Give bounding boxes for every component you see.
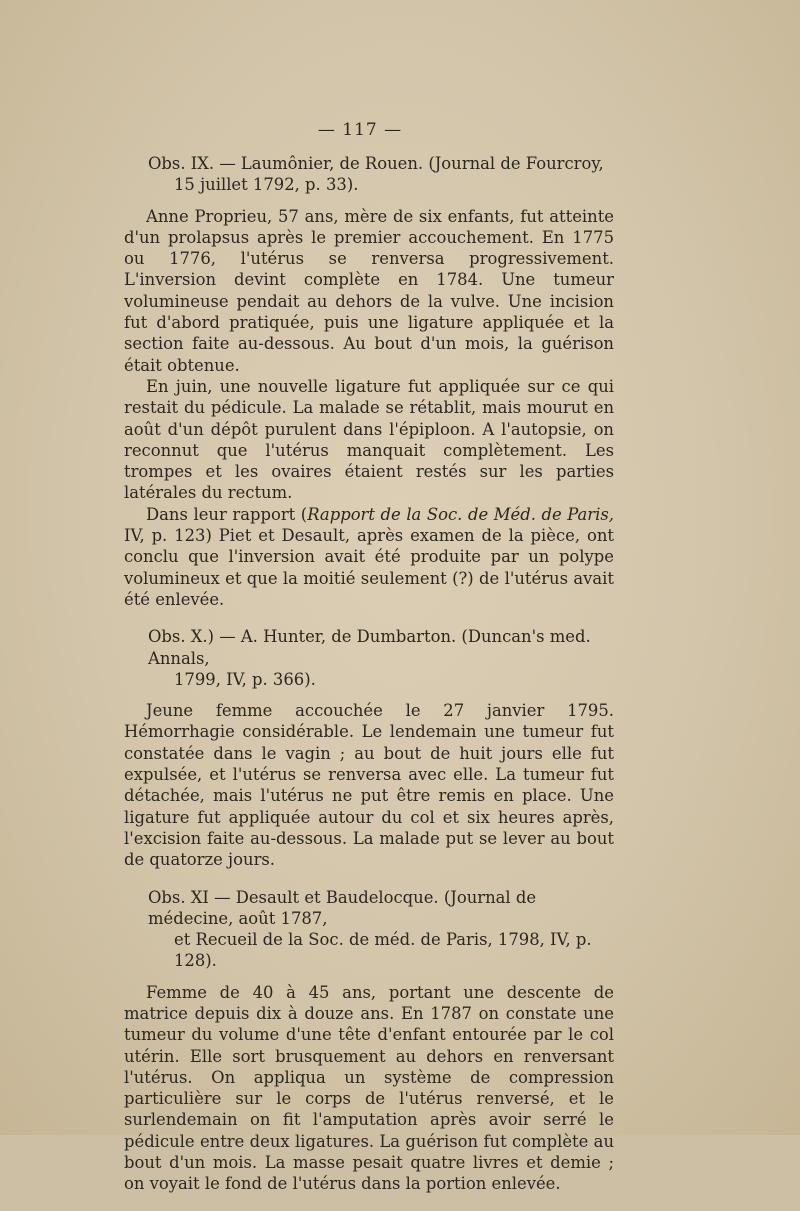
rapport-citation: Rapport de la Soc. de Méd. de Paris, — [307, 504, 615, 524]
paragraph: Jeune femme accouchée le 27 janvier 1795. Hémorrhagie considérable. Le lendemain une tumeur fut constatée dans le vagin ; au bout de huit jours elle fut expulsée, et l'utérus se renversa avec elle. La tumeur fut détachée, mais l'utérus ne put être remis en place. Une ligature fut appliquée autour du col et six heures après, l'excision faite au-dessous. La malade put se lever au bout de quatorze jours. — [124, 701, 614, 870]
page-number: — 117 — — [317, 120, 403, 140]
observation-x — [124, 626, 614, 870]
heading-line: 15 juillet 1792, p. 33). — [174, 175, 359, 195]
heading-line: 1799, IV, p. 366). — [174, 669, 316, 689]
observation-heading — [124, 887, 614, 972]
heading-line: Obs. X.) — A. Hunter, de Dumbarton. (Duncan's med. Annals, — [148, 627, 591, 668]
rapport-prefix: Dans leur rapport ( — [146, 504, 308, 524]
heading-line: et Recueil de la Soc. de méd. de Paris, 1798, IV, p. 128). — [174, 930, 592, 971]
observation-xi — [124, 887, 614, 1195]
heading-line: Obs. XI — Desault et Baudelocque. (Journal de médecine, août 1787, — [148, 887, 537, 928]
observation-ix — [124, 153, 614, 610]
observation-heading — [124, 153, 614, 196]
rapport-suffix: IV, p. 123) Piet et Desault, après examen de la pièce, ont conclu que l'inversion avait été produite par un polype volumineux et que la moitié seulement (?) de l'utérus avait été enlevée. — [124, 526, 614, 609]
paragraph: Anne Proprieu, 57 ans, mère de six enfants, fut atteinte d'un prolapsus après le premier accouchement. En 1775 ou 1776, l'utérus se renversa progressivement. L'inversion devint complète en 1784. Une tumeur volumineuse pendait au dehors de la vulve. Une incision fut d'abord pratiquée, puis une ligature appliquée et la section faite au-dessous. Au bout d'un mois, la guérison était obtenue. — [124, 206, 614, 375]
heading-line: Obs. IX. — Laumônier, de Rouen. (Journal de Fourcroy, — [148, 154, 604, 173]
text-column — [124, 153, 614, 1211]
paragraph-rapport — [124, 504, 614, 610]
paragraph: En juin, une nouvelle ligature fut appliquée sur ce qui restait du pédicule. La malade se rétablit, mais mourut en août d'un dépôt purulent dans l'épiploon. A l'autopsie, on reconnut que l'utérus manquait complètement. Les trompes et les ovaires étaient restés sur les parties latérales du rectum. — [124, 376, 614, 503]
paragraph: Femme de 40 à 45 ans, portant une descente de matrice depuis dix à douze ans. En 1787 on constate une tumeur du volume d'une tête d'enfant entourée par le col utérin. Elle sort brusquement au dehors en renversant l'utérus. On appliqua un système de compression particulière sur le corps de l'utérus renversé, et le surlendemain on fit l'amputation après avoir serré le pédicule entre deux ligatures. La guérison fut complète au bout d'un mois. La masse pesait quatre livres et demie ; on voyait le fond de l'utérus dans la portion enlevée. — [124, 982, 614, 1194]
observation-heading — [124, 626, 614, 690]
